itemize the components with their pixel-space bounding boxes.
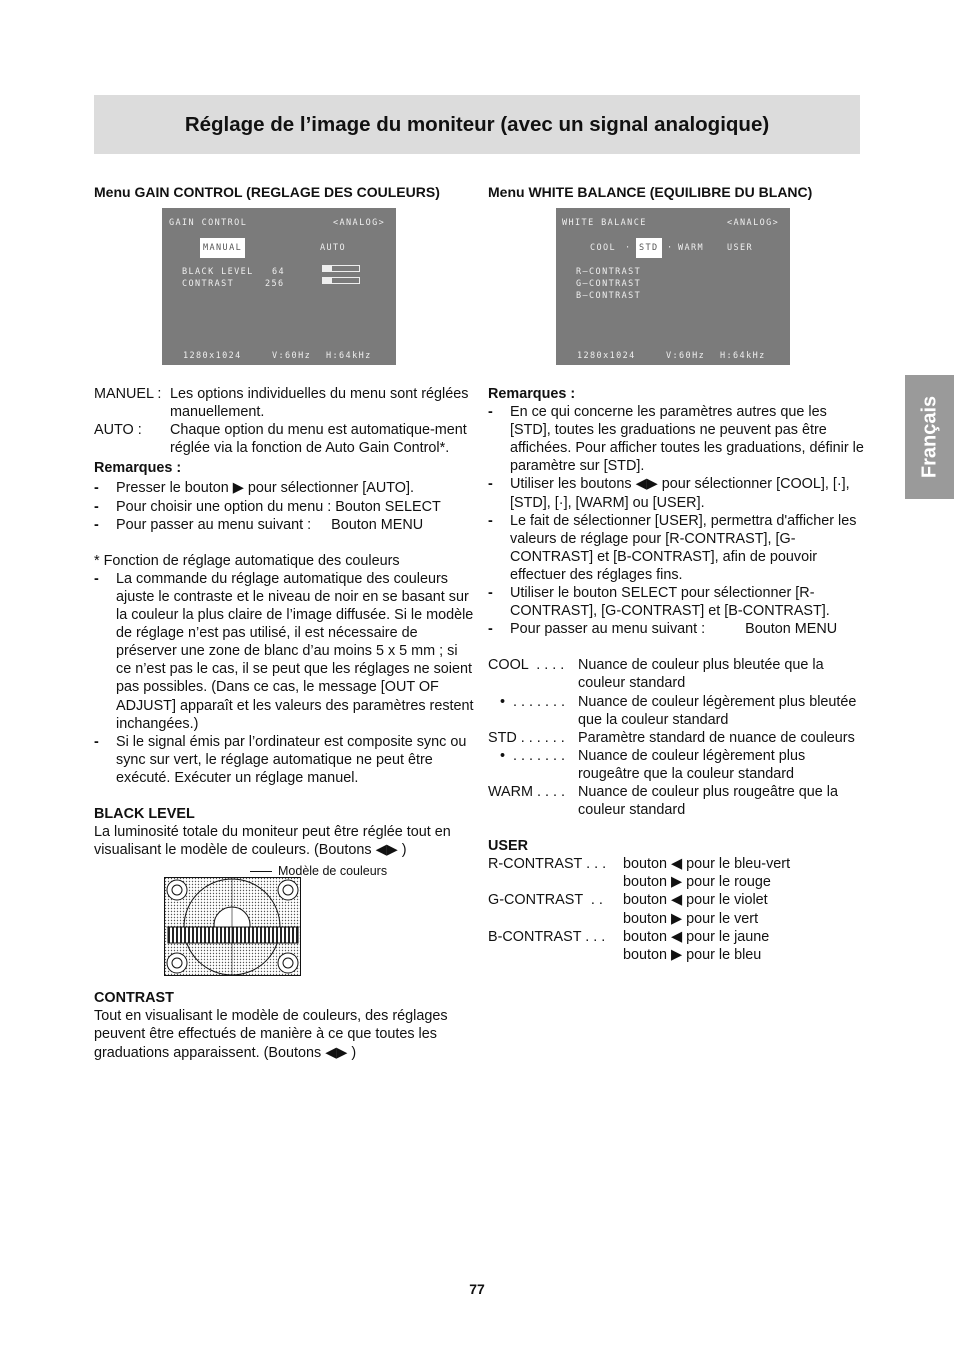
wb-row: WARM . . . . Nuance de couleur plus rougeâtre que la couleur standard [488,783,839,819]
gain-control-title: Menu GAIN CONTROL (REGLAGE DES COULEURS) [94,184,440,200]
osd-resolution: 1280x1024 [577,351,636,361]
osd-g-contrast: G—CONTRAST [576,279,642,289]
option-definitions [94,385,474,457]
osd-b-contrast: B—CONTRAST [576,291,642,301]
white-balance-osd [556,208,790,365]
remark-item: - Pour choisir une option du menu : Bouton SELECT [94,498,441,515]
white-balance-title: Menu WHITE BALANCE (EQUILIBRE DU BLANC) [488,184,813,200]
osd-black-level-bar [322,265,360,272]
osd-contrast-label: CONTRAST [182,279,235,289]
osd-dot: · [625,243,632,253]
user-row: B-CONTRAST . . . bouton ◀ pour le jaune bouton ▶ pour le bleu [488,928,770,963]
title-banner [94,95,860,154]
osd-hfreq: H:64kHz [720,351,766,361]
remark-item: - En ce qui concerne les paramètres autres que les [STD], toutes les graduations ne peuvent pas être affichées. Pour afficher toutes les graduations, définir le paramètre sur [STD]. [488,404,864,475]
osd-contrast-value: 256 [265,279,285,289]
language-tab [905,375,954,499]
pattern-label: Modèle de couleurs [278,864,388,879]
footnote-item: - La commande du réglage automatique des couleurs ajuste le contraste et le niveau de noir en se basant sur la couleur la plus claire de l’image diffusée. Si le modèle de réglage n’est pas utilisé, il est nécessaire de préserver une zone de blanc d’au moins 5 x 5 mm ; si ce n’est pas le cas, il se peut que les réglages ne soient pas possibles. (Dans ce cas, le message [OUT OF ADJUST] apparaît et les valeurs des paramètres restent inchangées.) [94,570,474,732]
osd-r-contrast: R—CONTRAST [576,267,642,277]
osd-title: GAIN CONTROL [169,218,248,228]
wb-row: • . . . . . . . Nuance de couleur légèrement plus rougeâtre que la couleur standard [488,747,806,782]
color-pattern-figure [94,865,474,983]
manuel-desc: Les options individuelles du menu sont réglées manuellement. [170,386,469,421]
language-tab-label: Français [918,395,940,479]
osd-signal: <ANALOG> [333,218,386,228]
osd-hfreq: H:64kHz [326,351,372,361]
osd-vfreq: V:60Hz [272,351,312,361]
auto-desc: Chaque option du menu est automatique-ment réglée via la fonction de Auto Gain Control*. [170,422,467,457]
contrast-text: Tout en visualisant le modèle de couleurs, des réglages peuvent être effectués de manière à ce que toutes les graduations apparaissent. (Boutons ◀▶ ) [94,1008,448,1061]
osd-option-user: USER [727,243,754,253]
osd-signal: <ANALOG> [727,218,780,228]
gain-control-osd [162,208,396,365]
remark-item: - Utiliser les boutons ◀▶ pour sélectionner [COOL], [·], [STD], [·], [WARM] ou [USER]. [488,476,850,511]
osd-title: WHITE BALANCE [562,218,647,228]
osd-vfreq: V:60Hz [666,351,706,361]
remarques-heading-right: Remarques : [488,386,576,402]
osd-option-std: STD [636,238,662,258]
left-column [94,183,474,1062]
osd-black-level-value: 64 [272,267,286,277]
footnote-heading: * Fonction de réglage automatique des couleurs [94,552,400,569]
remark-item: - Presser le bouton ▶ pour sélectionner [AUTO]. [94,480,414,497]
osd-option-cool: COOL [590,243,617,253]
osd-dot: · [667,243,674,253]
remark-item: - Utiliser le bouton SELECT pour sélectionner [R-CONTRAST], [G-CONTRAST] et [B-CONTRAST]. [488,585,830,620]
remark-item: - Pour passer au menu suivant : Bouton MENU [94,516,424,533]
osd-option-auto: AUTO [320,243,347,253]
osd-resolution: 1280x1024 [183,351,242,361]
osd-contrast-bar [322,277,360,284]
user-row: R-CONTRAST . . . bouton ◀ pour le bleu-vert bouton ▶ pour le rouge [488,856,791,891]
wb-row: COOL . . . . Nuance de couleur plus bleutée que la couleur standard [488,657,824,692]
user-heading: USER [488,838,528,855]
osd-black-level-label: BLACK LEVEL [182,267,254,277]
color-pattern-image [164,877,302,977]
user-row: G-CONTRAST . . bouton ◀ pour le violet bouton ▶ pour le vert [488,892,768,927]
black-level-text: La luminosité totale du moniteur peut être réglée tout en visualisant le modèle de couleurs. (Boutons ◀▶ ) [94,824,451,859]
page-title: Réglage de l’image du moniteur (avec un signal analogique) [184,113,770,136]
auto-term: AUTO : [94,422,142,439]
osd-option-warm: WARM [678,243,705,253]
white-balance-definitions [488,656,868,819]
osd-option-manual: MANUAL [200,238,245,258]
wb-row: • . . . . . . . Nuance de couleur légèrement plus bleutée que la couleur standard [488,693,857,728]
page-number: 77 [469,1281,485,1297]
remark-item: - Le fait de sélectionner [USER], permettra d'afficher les valeurs de réglage pour [R-CONTRAST], [G-CONTRAST] et [B-CONTRAST], afin de pouvoir effectuer des réglages fins. [488,512,857,583]
remarques-heading-left: Remarques : [94,460,182,477]
contrast-heading: CONTRAST [94,990,174,1007]
remark-item: - Pour passer au menu suivant : Bouton MENU [488,621,838,638]
black-level-heading: BLACK LEVEL [94,805,195,822]
manuel-term: MANUEL : [94,386,162,402]
wb-row: STD . . . . . . Paramètre standard de nuance de couleurs [488,729,855,746]
right-column [488,183,868,964]
footnote-item: - Si le signal émis par l’ordinateur est composite sync ou sync sur vert, le réglage automatique ne peut être exécuté. Exécuter un réglage manuel. [94,733,467,786]
